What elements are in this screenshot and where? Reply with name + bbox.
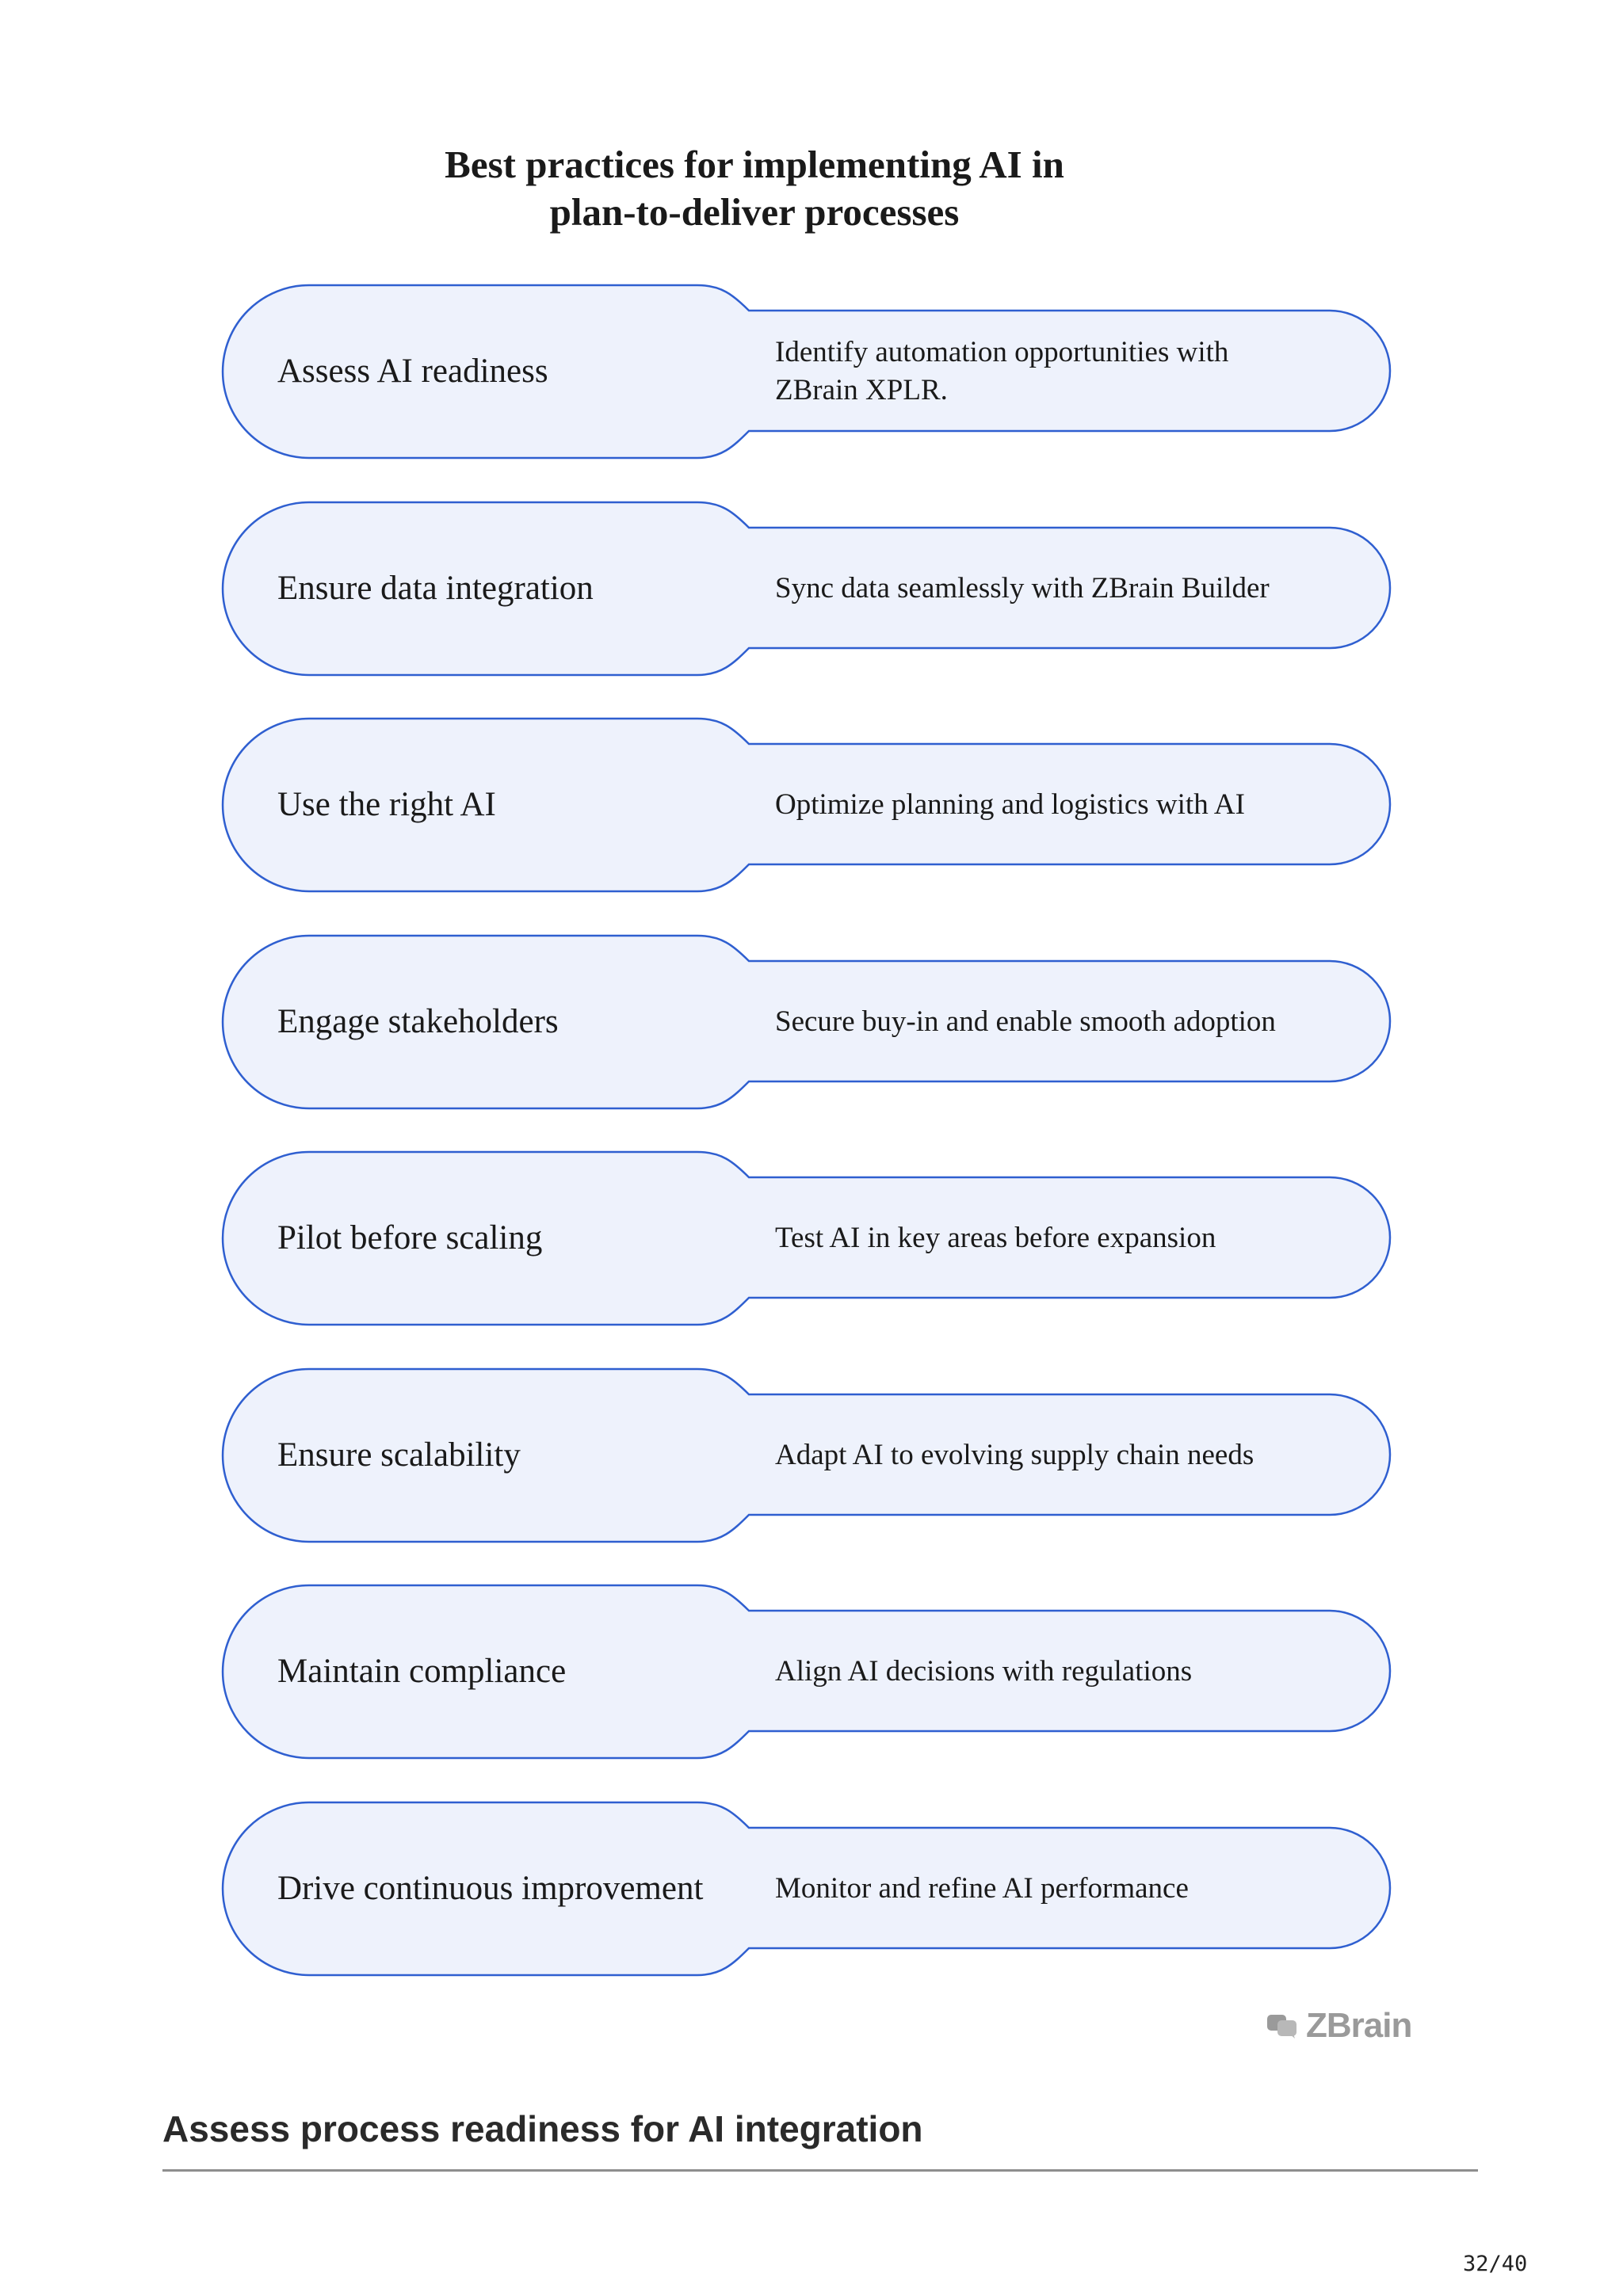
logo-text: ZBrain <box>1306 2006 1412 2045</box>
practice-title: Assess AI readiness <box>277 353 548 390</box>
practice-description: Adapt AI to evolving supply chain needs <box>775 1438 1254 1471</box>
zbrain-logo <box>1266 2006 1411 2046</box>
practice-title: Ensure scalability <box>277 1436 521 1474</box>
section-divider <box>162 2169 1478 2172</box>
chat-bubble-icon <box>1266 2012 1298 2039</box>
practice-row <box>0 1150 1623 1326</box>
practice-description: Align AI decisions with regulations <box>775 1655 1193 1688</box>
practice-description: Sync data seamlessly with ZBrain Builder <box>775 571 1270 605</box>
practice-description: Optimize planning and logistics with AI <box>775 788 1245 821</box>
title-line-2: plan-to-deliver processes <box>549 190 960 234</box>
practice-description: Secure buy-in and enable smooth adoption <box>775 1005 1276 1038</box>
practice-row <box>0 1584 1623 1760</box>
practice-row <box>0 1801 1623 1977</box>
practice-title: Ensure data integration <box>277 569 594 607</box>
practice-row <box>0 934 1623 1110</box>
title-line-1: Best practices for implementing AI in <box>445 143 1064 186</box>
practice-description: Test AI in key areas before expansion <box>775 1222 1216 1254</box>
practice-row <box>0 501 1623 677</box>
practice-row <box>0 284 1623 460</box>
practice-row <box>0 717 1623 893</box>
practice-title: Maintain compliance <box>277 1653 567 1690</box>
page-number: 32/40 <box>1463 2252 1528 2276</box>
practice-title: Use the right AI <box>277 786 496 823</box>
practice-description: Monitor and refine AI performance <box>775 1871 1189 1905</box>
practice-title: Engage stakeholders <box>277 1002 559 1040</box>
practice-description: Identify automation opportunities with ZBrain XPLR. <box>775 336 1229 406</box>
practice-row <box>0 1367 1623 1543</box>
practice-title: Pilot before scaling <box>277 1219 543 1257</box>
practice-title: Drive continuous improvement <box>277 1869 704 1907</box>
section-heading: Assess process readiness for AI integration <box>162 2108 923 2149</box>
